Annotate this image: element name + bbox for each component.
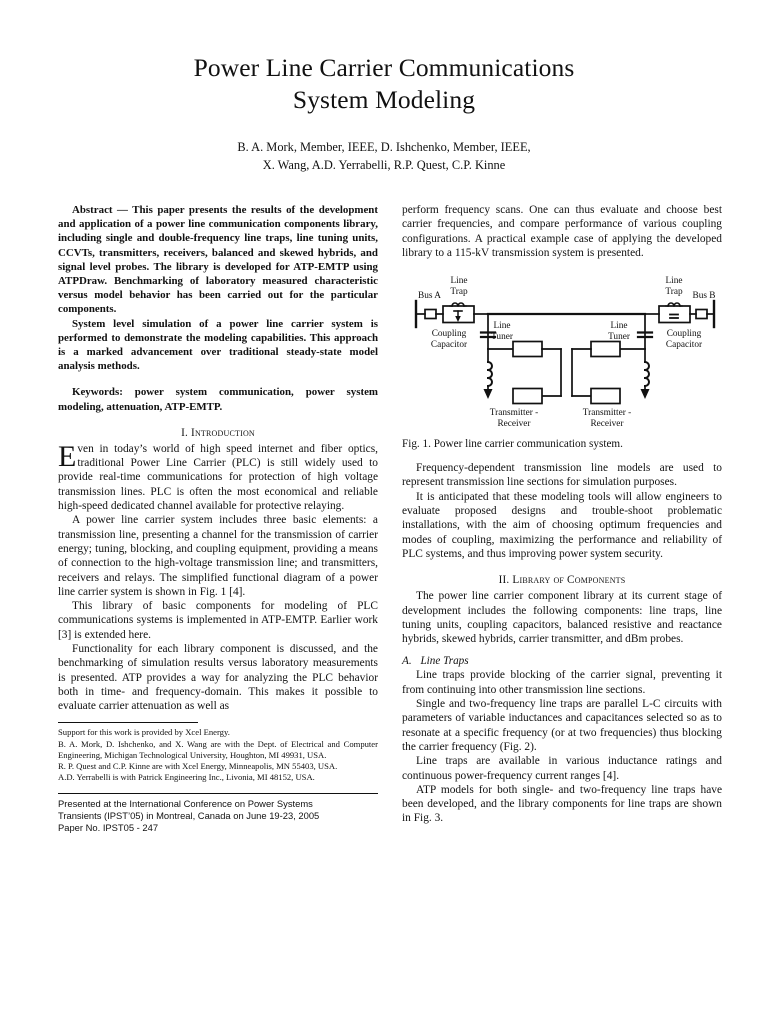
intro-paragraph-4: Functionality for each library component is discussed, and the benchmarking of simulation results versus laboratory measurements is presented. ATP provides a way for analyzing the PLC behavior both in time- and frequency-domain. This makes it possible to evaluate carrier attenuation as well as bbox=[58, 643, 378, 713]
figure-label-line-trap-left-2: Trap bbox=[450, 287, 468, 298]
footnotes-block bbox=[58, 727, 378, 783]
title-block bbox=[0, 0, 768, 174]
line-traps-paragraph-3: Line traps are available in various inductance ratings and continuous power-frequency current ranges [4]. bbox=[402, 755, 722, 782]
figure-label-bus-a: Bus A bbox=[418, 291, 441, 302]
subsection-heading-line-traps bbox=[402, 655, 722, 667]
footnote-divider bbox=[58, 722, 198, 723]
intro-paragraph-2: A power line carrier system includes three basic elements: a transmission line, presenting a channel for the transmission of carrier energy; tuning, blocking, and coupling equipment, providing a means of connection to the high-voltage transmission line; and transmitters, receivers and relays. The simplified functional diagram of a power line carrier system is shown in Fig. 1 [4]. bbox=[58, 514, 378, 598]
abstract-paragraph-2: System level simulation of a power line carrier system is performed to demonstrate the modeling capabilities. This approach is a marked advancement over traditional steady-state model analysis methods. bbox=[58, 317, 378, 373]
abstract-paragraph-1: Abstract — This paper presents the results of the development and application of a power line communication components library, including single and double-frequency line traps, line tuning units, CCVTs, transmitters, receivers, balanced and skewed hybrids, and signal level probes. The library is developed for ATP-EMTP using ATPDraw. Benchmarking of laboratory measured characteristic versus model behavior has been carried out for the particular components. bbox=[58, 204, 378, 316]
author-list bbox=[0, 138, 768, 174]
figure-label-line-tuner-right-2: Tuner bbox=[608, 332, 630, 343]
library-para-after-fig2: It is anticipated that these modeling tools will allow engineers to evaluate proposed designs and trouble-shoot problematic installations, with the aim of choosing optimum frequencies and modes of coupling, maximizing the performance and reliability of PLC systems, and thus improving power system security. bbox=[402, 490, 722, 560]
footnote-support: Support for this work is provided by Xcel Energy. bbox=[58, 727, 230, 738]
author-line-2: X. Wang, A.D. Yerrabelli, R.P. Quest, C.P. Kinne bbox=[262, 158, 506, 172]
section-numeral-1: I. bbox=[181, 426, 189, 439]
left-drain-coil bbox=[488, 362, 492, 386]
figure-label-txrx-left-1: Transmitter - bbox=[489, 408, 539, 419]
author-line-1: B. A. Mork, Member, IEEE, D. Ishchenko, Member, IEEE, bbox=[237, 140, 531, 154]
figure-1-diagram bbox=[402, 270, 722, 430]
line-tuner-left-box bbox=[513, 342, 542, 357]
line-traps-paragraph-2: Single and two-frequency line traps are parallel L-C circuits with parameters of variable inductances and capacitances selected so as to resonate at a specific frequency (or at two frequencies) thus blocking the carrier frequency (Fig. 2). bbox=[402, 698, 722, 753]
figure-label-txrx-right-2: Receiver bbox=[590, 419, 624, 430]
abstract-block bbox=[58, 203, 378, 373]
intro-paragraph-4-continued: perform frequency scans. One can thus evaluate and choose best carrier frequencies, and compare performance of various coupling configurations. A practical example case of applying the developed library to a 115-kV transmission system is presented. bbox=[402, 204, 722, 259]
intro-paragraph-1 bbox=[58, 439, 378, 513]
right-column bbox=[402, 203, 722, 834]
line-trap-left-arrow bbox=[455, 316, 461, 322]
figure-label-txrx-right-1: Transmitter - bbox=[582, 408, 632, 419]
left-ground-arrow bbox=[484, 389, 493, 399]
section-heading-introduction bbox=[58, 427, 378, 439]
figure-label-line-trap-left-1: Line bbox=[450, 276, 468, 287]
page-title bbox=[90, 52, 678, 116]
intro-paragraph-3: This library of basic components for modeling of PLC communications systems is implemented in ATP-EMTP. Earlier work [3] is extended here. bbox=[58, 600, 378, 641]
conference-line-2: Transients (IPST’05) in Montreal, Canada on June 19-23, 2005 bbox=[58, 809, 320, 821]
figure-label-coupling-cap-right-2: Capacitor bbox=[665, 340, 703, 351]
library-paragraph-1: The power line carrier component library at its current stage of development includes the following components: line traps, line tuning units, coupling capacitors, balanced resistive and reactance hybrids, skewed hybrids, carrier transmitter, and dBm probes. bbox=[402, 590, 722, 646]
conference-notice bbox=[58, 793, 378, 834]
figure-label-line-tuner-right-1: Line bbox=[610, 321, 628, 332]
figure-label-line-trap-right-2: Trap bbox=[665, 287, 683, 298]
section-title-library: Library of Components bbox=[512, 574, 626, 587]
conference-paper-number: Paper No. IPST05 - 247 bbox=[58, 821, 159, 833]
keywords-line: Keywords: power system communication, power system modeling, attenuation, ATP-EMTP. bbox=[58, 386, 378, 413]
intro-paragraph-1-text: ven in today’s world of high speed internet and fiber optics, traditional Power Line Carrier (PLC) is still widely used to provide real-time communications for protection of high voltage transmission lines. PLC is often the most economical and reliable high-speed dedicated channel available for protective relaying. bbox=[58, 442, 378, 513]
figure-spacer bbox=[402, 451, 722, 461]
footnote-affiliation-3: A.D. Yerrabelli is with Patrick Engineering Inc., Livonia, MI 48152, USA. bbox=[58, 772, 315, 783]
figure-label-coupling-cap-left-2: Capacitor bbox=[430, 340, 468, 351]
subsection-letter-a: A. bbox=[402, 655, 412, 668]
title-line-1: Power Line Carrier Communications bbox=[193, 53, 575, 82]
body-columns bbox=[0, 203, 768, 834]
subsection-title-line-traps: Line Traps bbox=[420, 655, 469, 668]
figure-1 bbox=[402, 270, 722, 451]
breaker-b bbox=[696, 310, 707, 319]
figure-label-bus-b: Bus B bbox=[692, 291, 716, 302]
left-column bbox=[58, 203, 378, 834]
breaker-a bbox=[425, 310, 436, 319]
figure-1-caption: Fig. 1. Power line carrier communication system. bbox=[402, 438, 623, 451]
conference-line-1: Presented at the International Conference on Power Systems bbox=[58, 797, 313, 809]
section-numeral-2: II. bbox=[498, 574, 510, 587]
section-heading-library bbox=[402, 574, 722, 586]
figure-label-coupling-cap-right-1: Coupling bbox=[666, 329, 702, 340]
right-ground-arrow bbox=[641, 389, 650, 399]
figure-label-txrx-left-2: Receiver bbox=[497, 419, 531, 430]
library-para-after-fig1: Frequency-dependent transmission line models are used to represent transmission line sections for simulation purposes. bbox=[402, 462, 722, 489]
transmitter-receiver-left-box bbox=[513, 389, 542, 404]
figure-label-line-tuner-left-1: Line bbox=[493, 321, 511, 332]
drop-cap-letter: E bbox=[58, 439, 77, 473]
transmitter-receiver-right-box bbox=[591, 389, 620, 404]
footnote-affiliation-1: B. A. Mork, D. Ishchenko, and X. Wang are with the Dept. of Electrical and Computer Engineering, Michigan Technological University, Houghton, MI 49931, USA. bbox=[58, 738, 378, 760]
line-traps-paragraph-1: Line traps provide blocking of the carrier signal, preventing it from continuing into other transmission line sections. bbox=[402, 669, 722, 696]
title-line-2: System Modeling bbox=[292, 85, 476, 114]
figure-label-line-tuner-left-2: Tuner bbox=[491, 332, 513, 343]
line-tuner-right-box bbox=[591, 342, 620, 357]
right-drain-coil bbox=[645, 362, 649, 386]
line-traps-paragraph-4: ATP models for both single- and two-frequency line traps have been developed, and the library components for line traps are shown in Fig. 3. bbox=[402, 783, 722, 825]
figure-label-coupling-cap-left-1: Coupling bbox=[431, 329, 467, 340]
footnote-affiliation-2: R. P. Quest and C.P. Kinne are with Xcel Energy, Minneapolis, MN 55403, USA. bbox=[58, 761, 338, 772]
section-title-introduction: Introduction bbox=[191, 426, 255, 439]
figure-label-line-trap-right-1: Line bbox=[665, 276, 683, 287]
